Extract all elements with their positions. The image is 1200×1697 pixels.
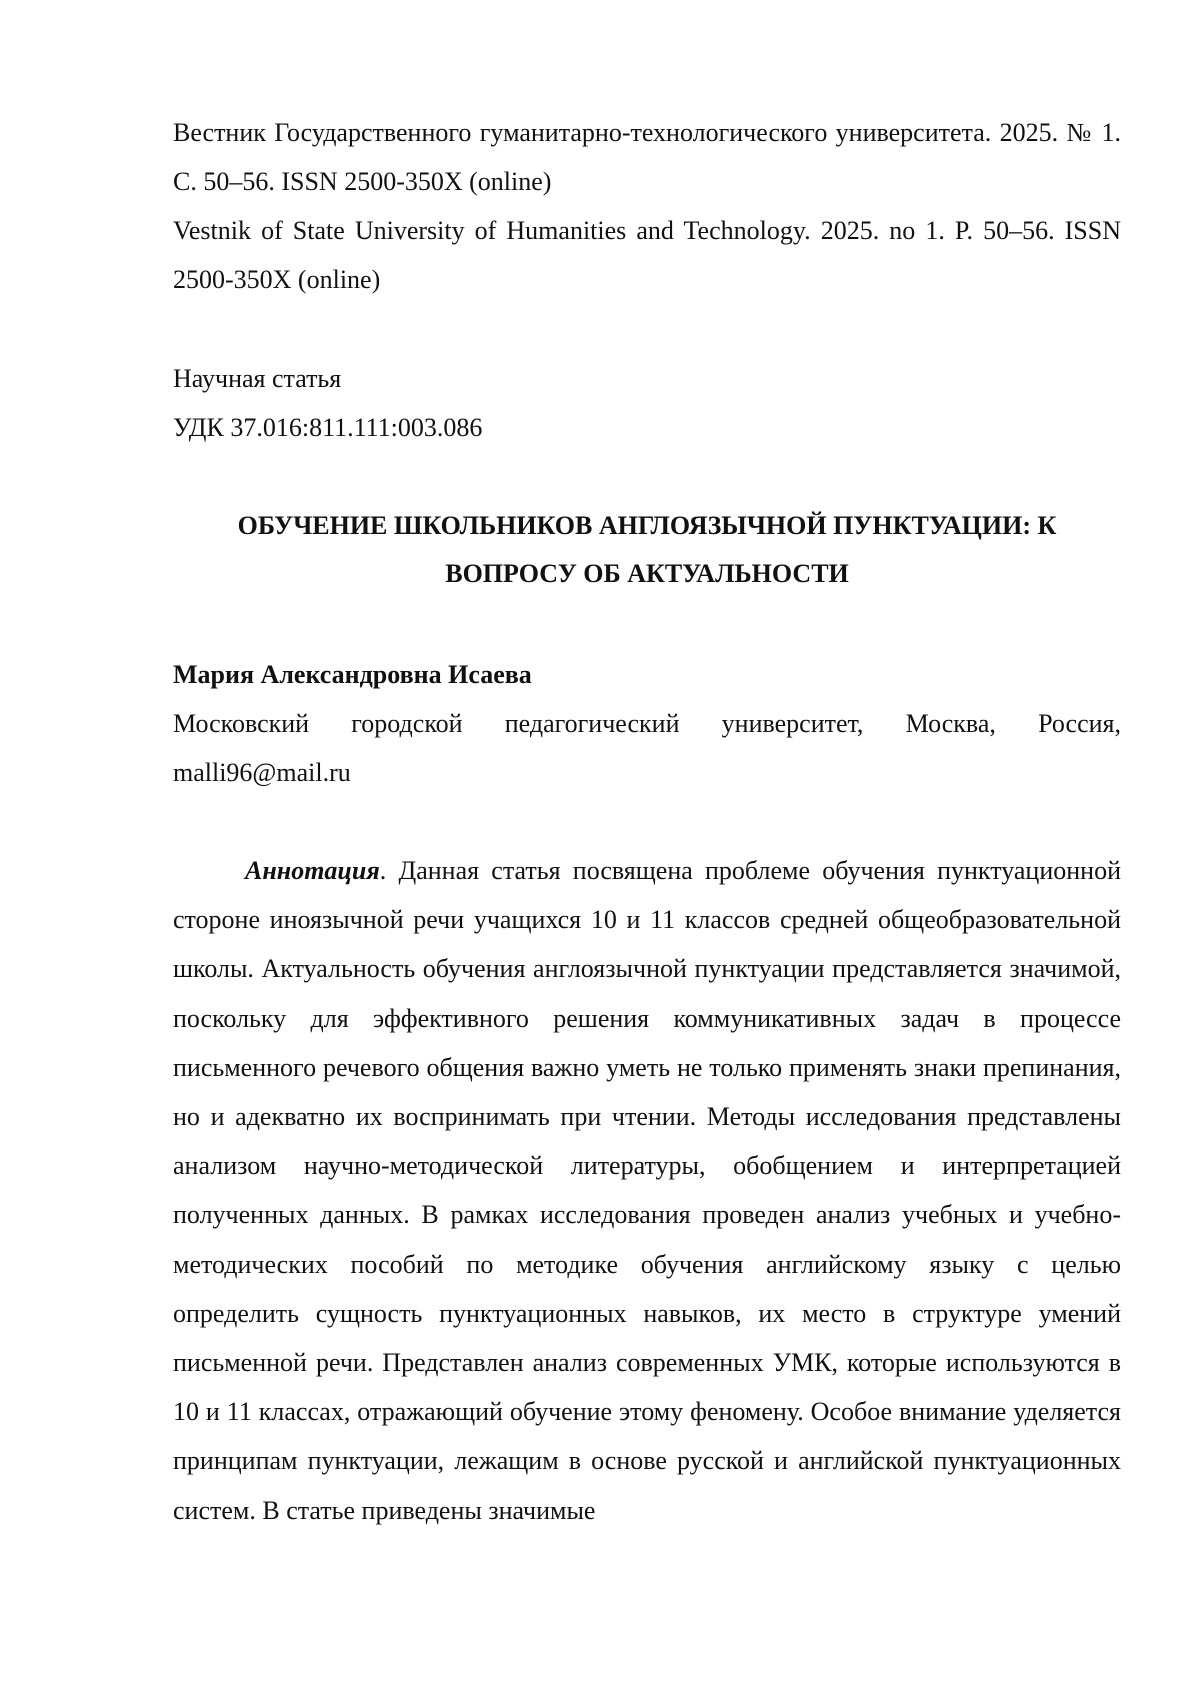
paper-page — [0, 0, 1200, 1697]
author-block — [173, 650, 1121, 797]
udc-code: УДК 37.016:811.111:003.086 — [173, 403, 1121, 452]
citation-english: Vestnik of State University of Humanities and Technology. 2025. no 1. P. 50–56. ISSN 2500-350X (online) — [173, 206, 1121, 304]
abstract-label-separator: . — [380, 856, 399, 885]
article-title-line-1: ОБУЧЕНИЕ ШКОЛЬНИКОВ АНГЛОЯЗЫЧНОЙ ПУНКТУАЦИИ: К — [173, 502, 1121, 550]
abstract-label: Аннотация — [245, 856, 380, 885]
author-name: Мария Александровна Исаева — [173, 650, 1121, 699]
article-title-line-2: ВОПРОСУ ОБ АКТУАЛЬНОСТИ — [173, 550, 1121, 598]
article-title — [173, 502, 1121, 598]
article-type: Научная статья — [173, 354, 1121, 403]
abstract-text: Данная статья посвящена проблеме обучения пунктуационной стороне иноязычной речи учащихся 10 и 11 классов средней общеобразовательной школы. Актуальность обучения англоязычной пунктуации представляется значимой, поскольку для эффективного решения коммуникативных задач в процессе письменного речевого общения важно уметь не только применять знаки препинания, но и адекватно их воспринимать при чтении. Методы исследования представлены анализом научно-методической литературы, обобщением и интерпретацией полученных данных. В рамках исследования проведен анализ учебных и учебно-методических пособий по методике обучения английскому языку с целью определить сущность пунктуационных навыков, их место в структуре умений письменной речи. Представлен анализ современных УМК, которые используются в 10 и 11 классах, отражающий обучение этому феномену. Особое внимание уделяется принципам пунктуации, лежащим в основе русской и английской пунктуационных систем. В статье приведены значимые — [173, 856, 1121, 1525]
citation-block — [173, 108, 1121, 304]
citation-russian: Вестник Государственного гуманитарно-технологического университета. 2025. № 1. С. 50–56. ISSN 2500-350X (online) — [173, 108, 1121, 206]
article-meta — [173, 354, 1121, 452]
author-affiliation: Московский городской педагогический университет, Москва, Россия, malli96@mail.ru — [173, 699, 1121, 797]
abstract-paragraph — [173, 846, 1121, 1535]
